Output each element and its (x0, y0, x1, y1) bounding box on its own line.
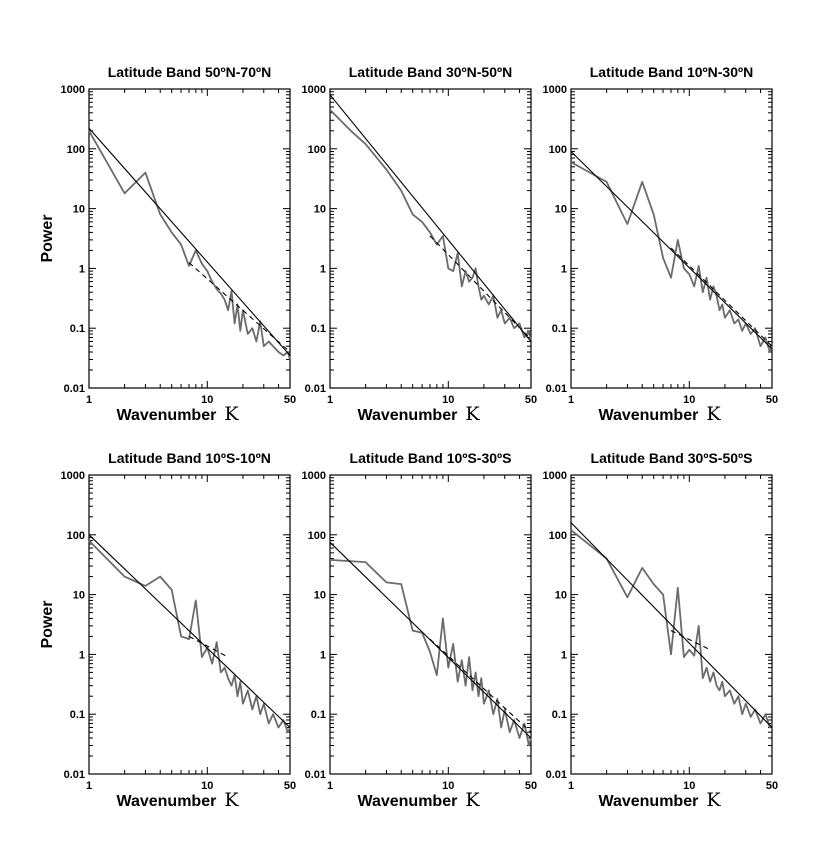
plot-frame (571, 89, 772, 388)
chart-panel-5 (302, 450, 538, 811)
x-axis-label-text: Wavenumber (598, 407, 699, 424)
chart-panel-4 (39, 450, 296, 811)
x-axis-label (116, 789, 239, 811)
x-axis-label-text: Wavenumber (116, 407, 217, 424)
fit-line (330, 95, 531, 342)
chart-title: Latitude Band 50ºN-70ºN (107, 64, 272, 80)
y-tick-label: 1000 (301, 470, 326, 482)
x-axis-label (116, 403, 239, 425)
y-tick-label: 1000 (301, 84, 326, 96)
y-tick-label: 100 (66, 143, 85, 156)
spectrum-line (330, 110, 531, 342)
x-tick-label: 50 (524, 394, 538, 406)
y-tick-label: 100 (307, 529, 326, 542)
chart-panel-3 (543, 64, 779, 425)
x-tick-label: 1 (326, 394, 334, 406)
x-tick-label: 50 (524, 780, 538, 792)
chart-panel-2 (302, 64, 538, 425)
fit-dashed-line (430, 236, 531, 340)
plot-frame (89, 89, 290, 388)
x-tick-label: 1 (326, 780, 334, 792)
x-tick-label: 10 (442, 394, 455, 406)
y-tick-label: 1000 (542, 470, 567, 482)
y-tick-label: 0.1 (551, 709, 567, 722)
y-tick-label: 10 (72, 589, 85, 602)
x-axis-symbol: K (224, 789, 239, 811)
x-tick-label: 10 (201, 394, 214, 406)
x-tick-label: 1 (85, 780, 93, 792)
x-axis-label (357, 789, 480, 811)
y-tick-label: 10 (313, 203, 326, 216)
spectrum-line (571, 162, 772, 352)
y-tick-label: 0.01 (304, 769, 326, 781)
fit-dashed-line (671, 248, 772, 346)
x-axis-symbol: K (465, 789, 480, 811)
y-tick-label: 1 (560, 649, 567, 662)
y-tick-label: 0.01 (63, 383, 85, 395)
x-axis-label (598, 403, 721, 425)
chart-panel-6 (543, 450, 779, 811)
chart-title: Latitude Band 10ºS-30ºS (349, 450, 512, 466)
y-tick-label: 1 (78, 263, 85, 276)
plot-frame (89, 475, 290, 774)
x-axis-label (598, 789, 721, 811)
x-axis-label-text: Wavenumber (116, 793, 217, 810)
y-tick-label: 0.01 (545, 383, 567, 395)
y-tick-label: 0.1 (69, 323, 85, 336)
y-tick-label: 100 (548, 529, 567, 542)
x-tick-label: 50 (283, 394, 297, 406)
fit-line (89, 535, 290, 728)
y-tick-label: 0.1 (69, 709, 85, 722)
x-tick-label: 10 (201, 780, 214, 792)
y-tick-label: 1 (560, 263, 567, 276)
y-tick-label: 0.1 (310, 709, 326, 722)
x-tick-label: 1 (85, 394, 93, 406)
chart-title: Latitude Band 30ºN-50ºN (348, 64, 513, 80)
y-tick-label: 100 (307, 143, 326, 156)
chart-panel-1 (39, 64, 296, 425)
y-tick-label: 10 (554, 203, 567, 216)
spectrum-line (571, 530, 772, 727)
x-tick-label: 1 (567, 780, 575, 792)
x-axis-label-text: Wavenumber (357, 793, 458, 810)
plot-frame (330, 475, 531, 774)
x-axis-label (357, 403, 480, 425)
y-tick-label: 1000 (60, 470, 85, 482)
y-tick-label: 100 (548, 143, 567, 156)
x-axis-symbol: K (706, 403, 721, 425)
y-axis-label: Power (39, 600, 56, 649)
y-tick-label: 0.1 (310, 323, 326, 336)
x-axis-symbol: K (706, 789, 721, 811)
y-axis-label: Power (39, 214, 56, 263)
x-tick-label: 10 (683, 780, 696, 792)
fit-line (571, 523, 772, 728)
x-axis-symbol: K (465, 403, 480, 425)
y-tick-label: 1 (319, 649, 326, 662)
spectrum-line (330, 560, 531, 746)
y-tick-label: 0.01 (545, 769, 567, 781)
y-tick-label: 1000 (60, 84, 85, 96)
y-tick-label: 0.1 (551, 323, 567, 336)
x-tick-label: 50 (765, 780, 779, 792)
x-axis-label-text: Wavenumber (598, 793, 699, 810)
fit-dashed-line (671, 631, 710, 650)
y-tick-label: 1000 (542, 84, 567, 96)
y-tick-label: 0.01 (63, 769, 85, 781)
y-tick-label: 10 (313, 589, 326, 602)
fit-line (89, 128, 290, 355)
fit-line (571, 152, 772, 349)
y-tick-label: 1 (319, 263, 326, 276)
chart-title: Latitude Band 10ºN-30ºN (589, 64, 754, 80)
y-tick-label: 10 (554, 589, 567, 602)
x-axis-symbol: K (224, 403, 239, 425)
y-tick-label: 0.01 (304, 383, 326, 395)
plot-frame (330, 89, 531, 388)
x-tick-label: 50 (283, 780, 297, 792)
x-tick-label: 10 (442, 780, 455, 792)
x-tick-label: 10 (683, 394, 696, 406)
x-tick-label: 50 (765, 394, 779, 406)
chart-title: Latitude Band 30ºS-50ºS (590, 450, 753, 466)
y-tick-label: 1 (78, 649, 85, 662)
chart-title: Latitude Band 10ºS-10ºN (108, 450, 271, 466)
x-axis-label-text: Wavenumber (357, 407, 458, 424)
y-tick-label: 100 (66, 529, 85, 542)
y-tick-label: 10 (72, 203, 85, 216)
x-tick-label: 1 (567, 394, 575, 406)
